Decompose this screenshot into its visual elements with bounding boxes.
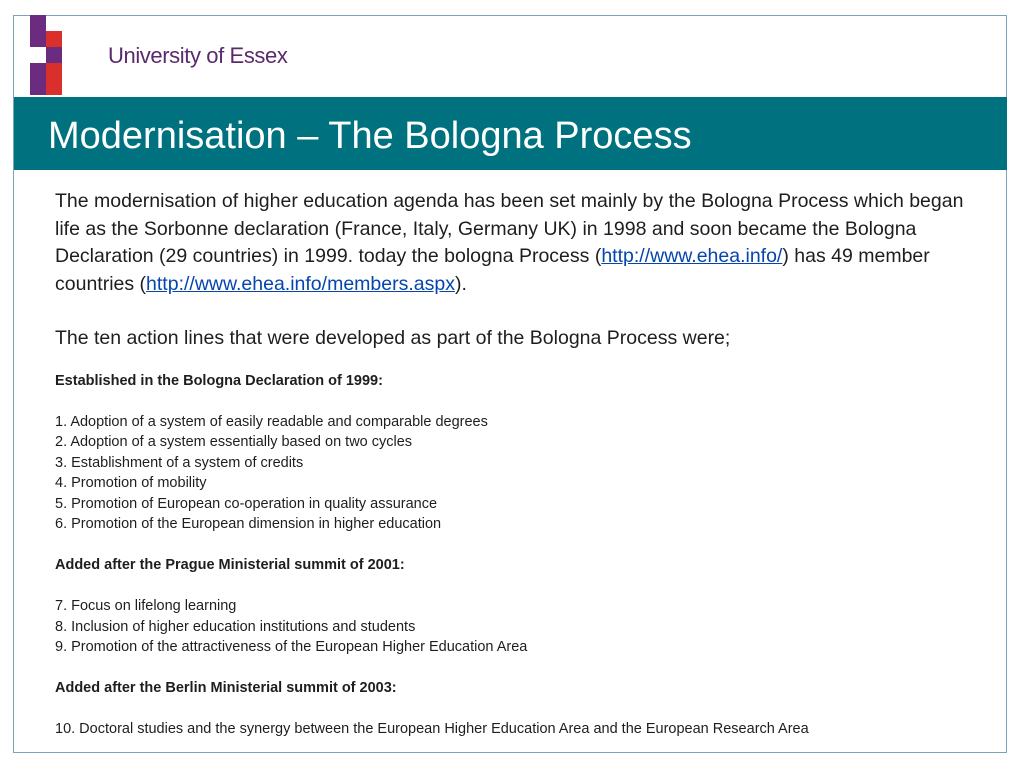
intro-paragraph [55, 188, 990, 298]
logo-square [46, 31, 62, 47]
section-heading: Added after the Berlin Ministerial summit of 2003: [55, 680, 397, 696]
logo-square [30, 15, 46, 31]
logo-square [46, 47, 62, 63]
action-list [55, 596, 990, 658]
action-list [55, 412, 990, 535]
logo-square [30, 79, 46, 95]
intro-text: ). [454, 272, 467, 295]
university-logo [30, 15, 288, 97]
title-bar [14, 97, 1007, 170]
section-heading: Established in the Bologna Declaration of 1999: [55, 372, 383, 389]
intro-text: ) has 49 member countries ( [55, 245, 930, 295]
list-item: 7. Focus on lifelong learning [55, 598, 237, 614]
section-heading: Added after the Prague Ministerial summit of 2001: [55, 557, 405, 573]
ehea-link[interactable]: http://www.ehea.info/ [601, 245, 783, 267]
logo-square [46, 63, 62, 79]
logo-square [46, 79, 62, 95]
intro-text: The modernisation of higher education agenda has been set mainly by the Bologna Process which began life as the Sorbonne declaration (France, Italy, Germany UK) in 1998 and soon became the Bologna Declaration (29 countries) in 1999. today the bologna Process ( [55, 190, 964, 267]
list-item: 8. Inclusion of higher education institutions and students [55, 618, 416, 635]
list-item: 1. Adoption of a system of easily readable and comparable degrees [55, 413, 488, 430]
list-item: 3. Establishment of a system of credits [55, 454, 304, 471]
list-item: 6. Promotion of the European dimension in higher education [55, 516, 442, 532]
logo-wordmark: University of Essex [108, 43, 288, 68]
logo-square [30, 63, 46, 79]
slide-content [55, 188, 990, 740]
list-item: 4. Promotion of mobility [55, 475, 207, 491]
action-lines-intro: The ten action lines that were developed as part of the Bologna Process were; [55, 327, 731, 349]
ehea-members-link[interactable]: http://www.ehea.info/members.aspx [146, 272, 455, 295]
action-list [55, 719, 990, 740]
list-item: 10. Doctoral studies and the synergy between the European Higher Education Area and the European Research Area [55, 721, 809, 737]
page-title: Modernisation – The Bologna Process [48, 115, 692, 157]
logo-square [30, 31, 46, 47]
list-item: 5. Promotion of European co-operation in quality assurance [55, 495, 438, 512]
list-item: 9. Promotion of the attractiveness of the European Higher Education Area [55, 639, 528, 655]
list-item: 2. Adoption of a system essentially based on two cycles [55, 434, 413, 450]
